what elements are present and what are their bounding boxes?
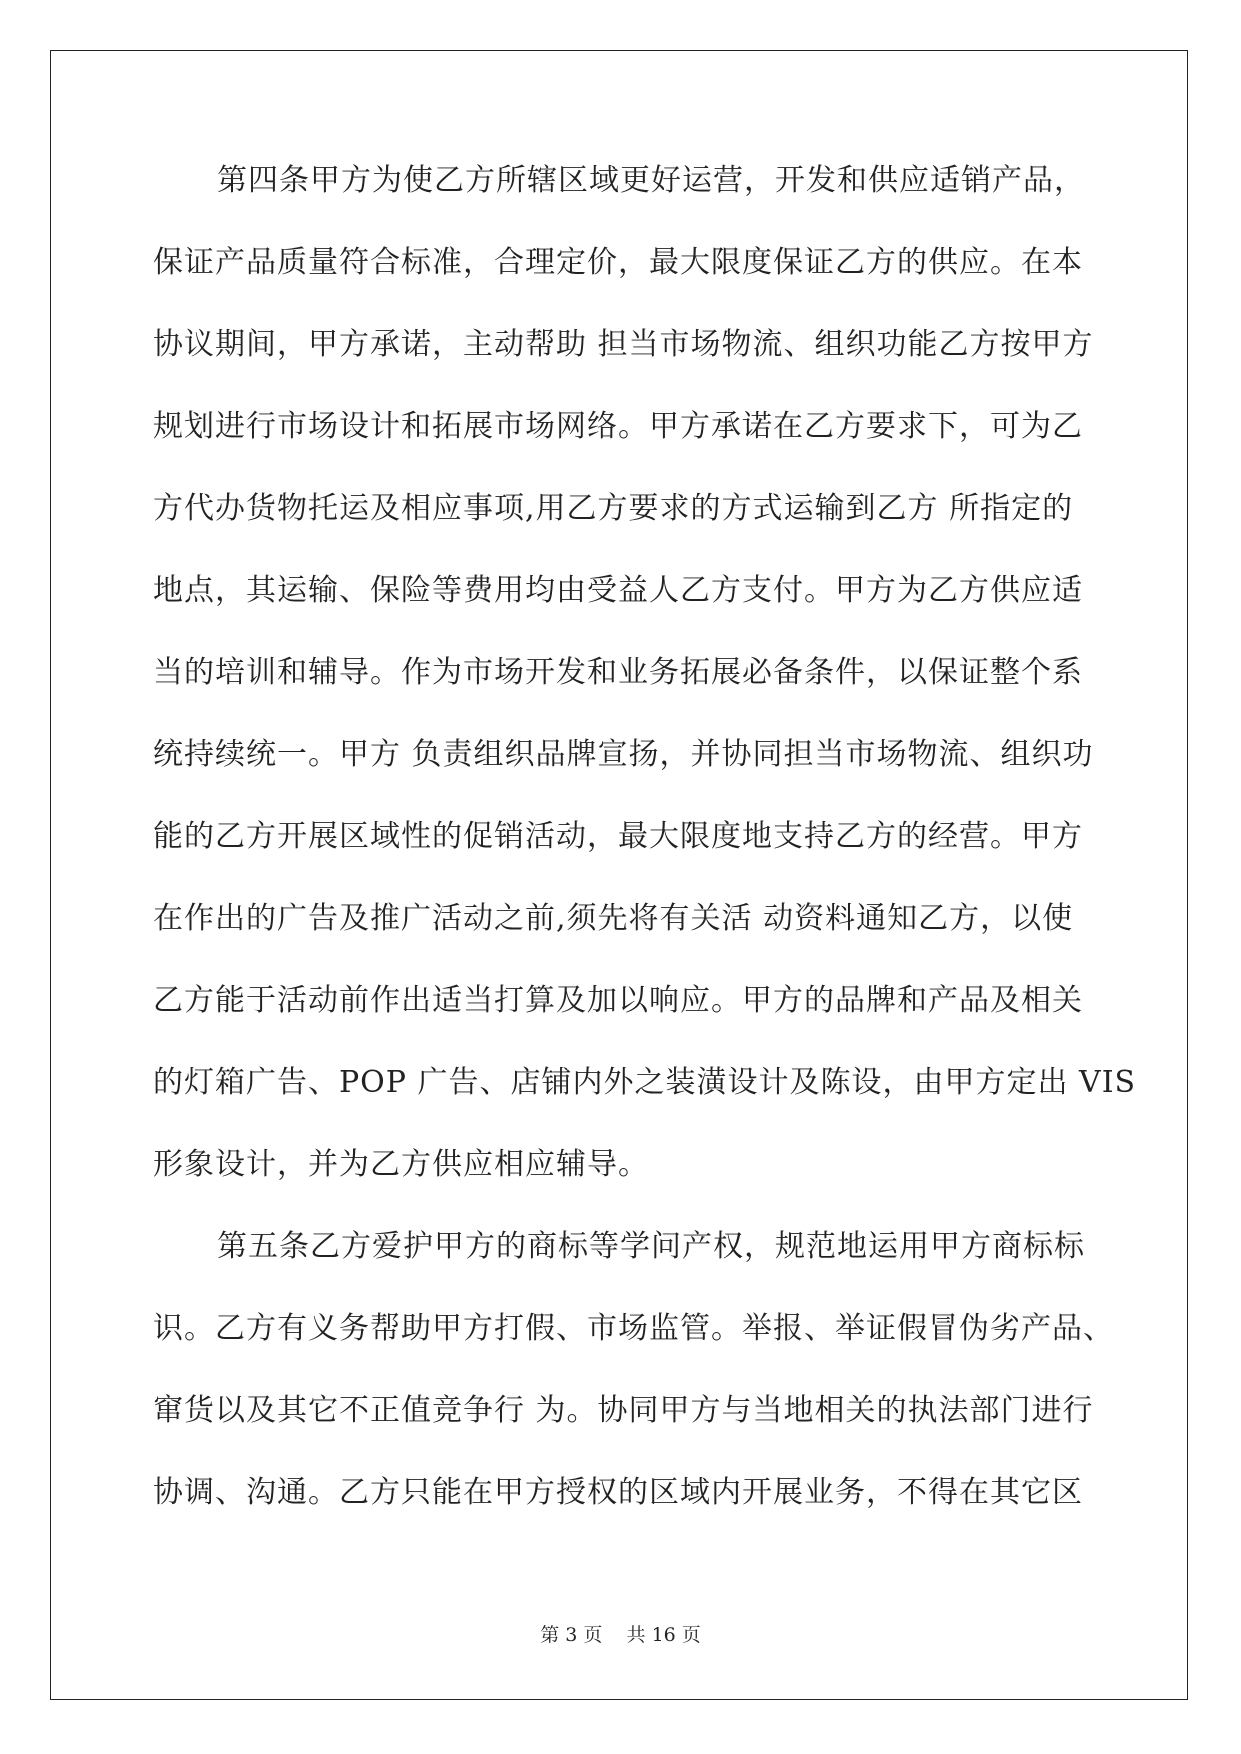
text-line: 当的培训和辅导。作为市场开发和业务拓展必备条件，以保证整个系 [153,655,1083,690]
text-line: 协调、沟通。乙方只能在甲方授权的区域内开展业务，不得在其它区 [153,1475,1083,1510]
text-line: 地点，其运输、保险等费用均由受益人乙方支付。甲方为乙方供应适 [153,573,1083,608]
text-line: 方代办货物托运及相应事项,用乙方要求的方式运输到乙方 所指定的 [153,491,1074,526]
text-line: 统持续统一。甲方 负责组织品牌宣扬，并协同担当市场物流、组织功 [153,737,1094,772]
text-line: 能的乙方开展区域性的促销活动，最大限度地支持乙方的经营。甲方 [153,819,1083,854]
text-line: 协议期间，甲方承诺，主动帮助 担当市场物流、组织功能乙方按甲方 [153,327,1094,362]
text-line: 识。乙方有义务帮助甲方打假、市场监管。举报、举证假冒伪劣产品、 [153,1311,1114,1346]
document-body [153,160,1137,1554]
paragraph-article-4 [153,160,1137,1226]
text-line: 窜货以及其它不正值竞争行 为。协同甲方与当地相关的执法部门进行 [153,1393,1094,1428]
text-line: 保证产品质量符合标准，合理定价，最大限度保证乙方的供应。在本 [153,245,1083,280]
page-number-footer: 第 3 页 共 16 页 [540,1624,701,1646]
text-line: 第五条乙方爱护甲方的商标等学问产权，规范地运用甲方商标标 [217,1229,1085,1264]
paragraph-article-5 [153,1226,1114,1554]
text-line: 在作出的广告及推广活动之前,须先将有关活 动资料通知乙方，以使 [153,901,1074,936]
text-line: 的灯箱广告、POP 广告、店铺内外之装潢设计及陈设，由甲方定出 VIS [153,1065,1137,1100]
text-line: 形象设计，并为乙方供应相应辅导。 [153,1147,649,1182]
text-line: 规划进行市场设计和拓展市场网络。甲方承诺在乙方要求下，可为乙 [153,409,1083,444]
text-line: 乙方能于活动前作出适当打算及加以响应。甲方的品牌和产品及相关 [153,983,1083,1018]
text-line: 第四条甲方为使乙方所辖区域更好运营，开发和供应适销产品， [217,163,1085,198]
